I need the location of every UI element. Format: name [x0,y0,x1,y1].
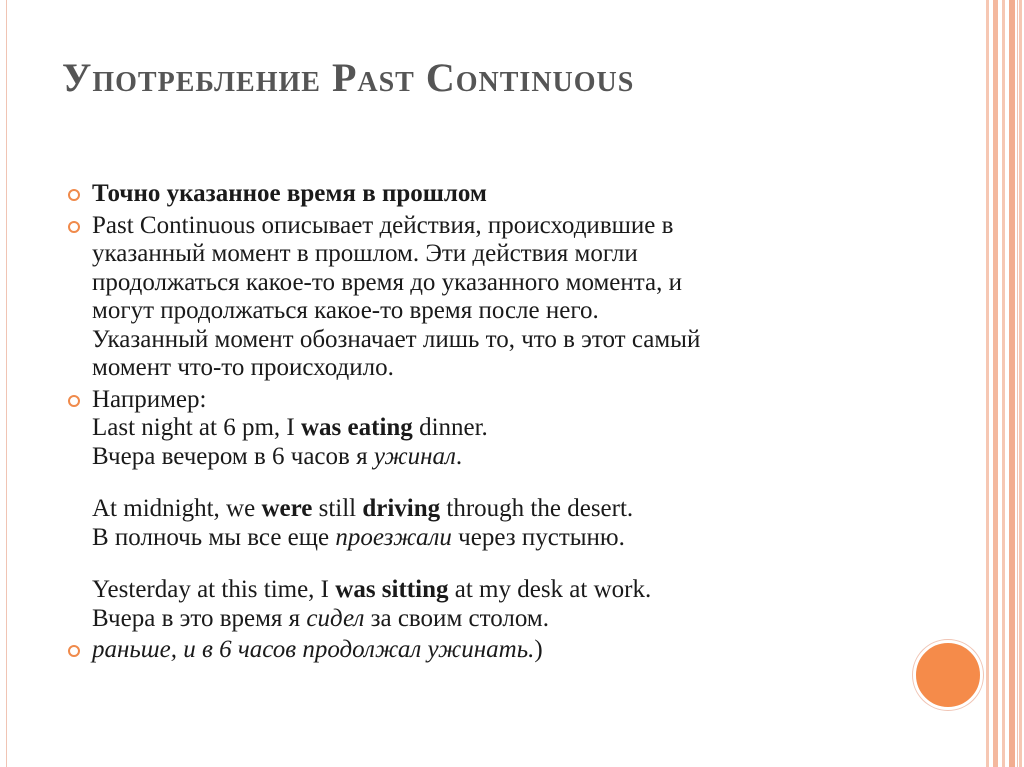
text-span: at my desk at work. [448,576,652,603]
text-line [92,636,868,665]
decorative-stripes [984,0,1024,767]
text-span: . [455,442,463,470]
slide-body [68,180,868,668]
bullet-ring-icon [68,645,80,657]
verb-bold: driving [362,495,441,522]
text-line: Указанный момент обозначает лишь то, что в этот самый [92,325,701,353]
text-span: still [312,495,363,522]
text-italic: раньше, и в 6 часов продолжал ужинать. [92,636,535,663]
example-russian [92,524,868,553]
bullet-item-3 [68,386,868,634]
example-english [92,576,868,605]
spacer [92,471,868,495]
example-russian [92,605,868,634]
text-span: Last night at 6 pm, I [92,414,301,441]
verb-italic: сидел [306,604,365,632]
text-span: ) [534,636,543,663]
examples-heading: Например: [92,385,207,413]
bullet-ring-icon [68,221,80,233]
slide-title: Употребление Past Continuous [62,55,635,100]
decorative-orange-circle [913,640,983,710]
bullet-ring-icon [68,189,80,201]
spacer [92,552,868,576]
text-line: указанный момент в прошлом. Эти действия могли [92,240,638,267]
text-span: за своим столом. [364,604,549,632]
text-span: Вчера в это время я [92,604,307,632]
text-line: Past Continuous описывает действия, происходившие в [92,211,674,239]
text-span: В полночь мы все еще [92,523,336,551]
example-russian [92,443,868,472]
text-span: Yesterday at this time, I [92,576,336,603]
bullet-item-4 [68,636,868,665]
example-english [92,495,868,524]
text-line: могут продолжаться какое-то время после него. [92,297,599,324]
text-span: At midnight, we [92,495,262,522]
bullet-text: Точно указанное время в прошлом [92,180,487,207]
text-span: through the desert. [440,495,634,522]
verb-bold: were [261,495,313,522]
bullet-item-1 [68,180,868,209]
text-span: через пустыню. [451,523,625,551]
verb-italic: проезжали [335,523,452,551]
bullet-item-2 [68,212,868,383]
text-span: Вчера вечером в 6 часов я [92,442,374,470]
text-line: момент что-то происходило. [92,354,394,381]
example-english [92,414,868,443]
bullet-ring-icon [68,395,80,407]
verb-bold: was sitting [335,576,449,603]
verb-italic: ужинал [373,442,456,470]
text-span: dinner. [412,414,488,441]
text-line: продолжаться какое-то время до указанного момента, и [92,268,682,296]
verb-bold: was eating [301,414,413,441]
